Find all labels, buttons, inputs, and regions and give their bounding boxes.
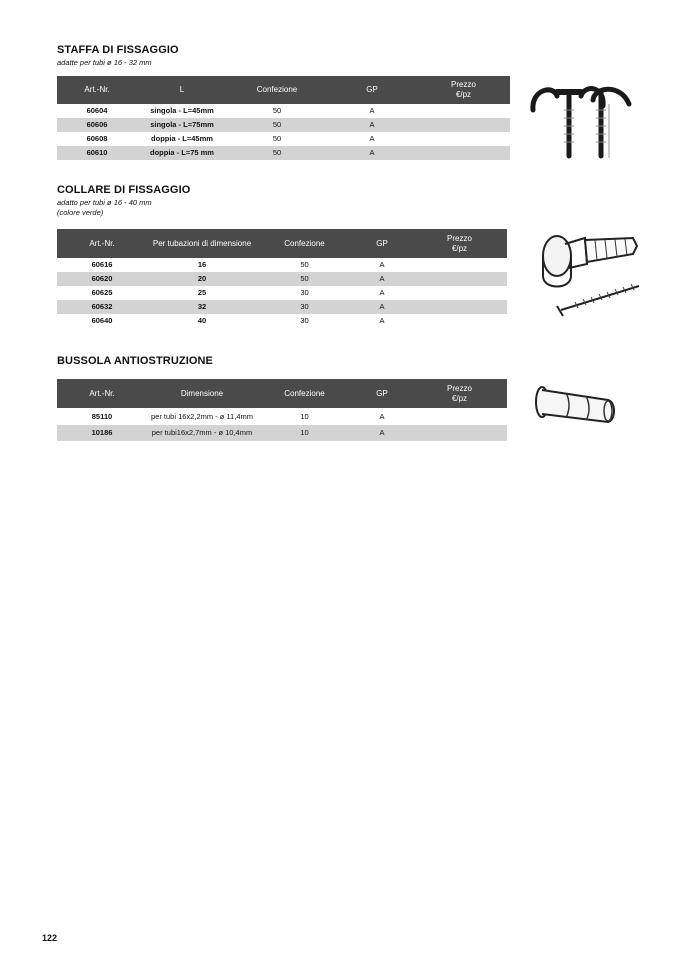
cell-confezione: 10 [257,425,352,441]
cell-gp: A [369,106,375,115]
section-staffa [57,44,179,68]
cell-gp: A [379,316,385,325]
header-l: L [137,76,227,104]
section-title: STAFFA DI FISSAGGIO [57,44,179,56]
double-hook-clip-icon [525,80,635,165]
header-confezione: Confezione [227,76,327,104]
cell-confezione: 50 [272,134,282,143]
cell-confezione: 50 [227,118,327,132]
cell-art-nr: 60616 [91,260,113,269]
cell-l: doppia - L=45mm [151,134,213,143]
cell-prezzo [417,118,510,132]
table-row [57,286,507,300]
table-row [57,425,507,441]
cell-prezzo [417,104,510,118]
header-prezzo: Prezzo €/pz [417,76,510,104]
cell-dimensione: 16 [197,260,207,269]
table-row [57,146,510,160]
cell-prezzo [412,314,507,328]
cell-gp: A [352,272,412,286]
cell-confezione: 50 [272,106,282,115]
section-title: BUSSOLA ANTIOSTRUZIONE [57,355,213,367]
cell-art-nr: 60640 [91,316,113,325]
cell-prezzo [412,425,507,441]
cell-confezione: 50 [257,272,352,286]
product-table-collare [57,229,507,328]
cell-prezzo [417,146,510,160]
cell-gp: A [327,118,417,132]
header-confezione: Confezione [257,379,352,408]
page-number: 122 [42,933,58,943]
cell-confezione: 50 [300,260,309,269]
header-gp: GP [352,229,412,258]
table-row [57,272,507,286]
section-subtitle-2: (colore verde) [57,208,104,217]
cell-prezzo [412,258,507,272]
cell-prezzo [417,132,510,146]
cell-gp: A [352,300,412,314]
header-gp: GP [327,76,417,104]
cell-dimensione: per tubi 16x2,2mm - ø 11,4mm [151,411,253,421]
table-row [57,408,507,425]
cell-gp: A [379,260,385,269]
product-table-staffa [57,76,510,160]
header-prezzo: Prezzo €/pz [412,379,507,408]
header-dimensione: Per tubazioni di dimensione [147,229,257,258]
pipe-collar-with-screw-icon [525,228,645,323]
cell-gp: A [369,134,375,143]
cell-prezzo [412,300,507,314]
header-dimensione: Dimensione [147,379,257,408]
section-collare [57,184,190,218]
table-row [57,300,507,314]
header-art-nr: Art.-Nr. [57,76,137,104]
section-title: COLLARE DI FISSAGGIO [57,184,191,196]
cell-prezzo [412,286,507,300]
cell-art-nr: 60625 [91,288,113,297]
header-gp: GP [352,379,412,408]
cell-gp: A [379,411,385,421]
cell-gp: A [352,425,412,441]
cell-art-nr: 60610 [57,146,137,160]
cell-confezione: 10 [300,411,309,421]
cell-art-nr: 60620 [57,272,147,286]
table-row [57,132,510,146]
table-row [57,118,510,132]
header-prezzo: Prezzo €/pz [412,229,507,258]
cell-gp: A [327,146,417,160]
section-bussola [57,355,213,367]
cell-dimensione: 25 [197,288,207,297]
cell-dimensione: 40 [197,316,207,325]
cell-confezione: 30 [300,316,309,325]
cell-confezione: 30 [257,300,352,314]
cell-art-nr: 60606 [57,118,137,132]
cell-l: doppia - L=75 mm [137,146,227,160]
cell-l: singola - L=75mm [137,118,227,132]
cell-art-nr: 60604 [86,106,108,115]
cell-dimensione: per tubi16x2,7mm - ø 10,4mm [147,425,257,441]
header-confezione: Confezione [257,229,352,258]
cell-art-nr: 85110 [91,411,113,421]
section-subtitle: adatte per tubi ø 16 - 32 mm [57,58,152,67]
cell-dimensione: 32 [147,300,257,314]
cell-confezione: 50 [227,146,327,160]
cell-dimensione: 20 [147,272,257,286]
cell-l: singola - L=45mm [150,106,214,115]
header-art-nr: Art.-Nr. [57,379,147,408]
product-table-bussola [57,379,507,441]
cell-prezzo [412,272,507,286]
cell-prezzo [412,408,507,425]
cell-gp: A [379,288,385,297]
anti-obstruction-sleeve-icon [530,382,620,432]
cell-art-nr: 60608 [86,134,108,143]
cell-art-nr: 10186 [57,425,147,441]
table-row [57,104,510,118]
table-row [57,314,507,328]
table-row [57,258,507,272]
section-subtitle: adatto per tubi ø 16 - 40 mm [57,198,152,207]
cell-art-nr: 60632 [57,300,147,314]
cell-confezione: 30 [300,288,309,297]
header-art-nr: Art.-Nr. [57,229,147,258]
